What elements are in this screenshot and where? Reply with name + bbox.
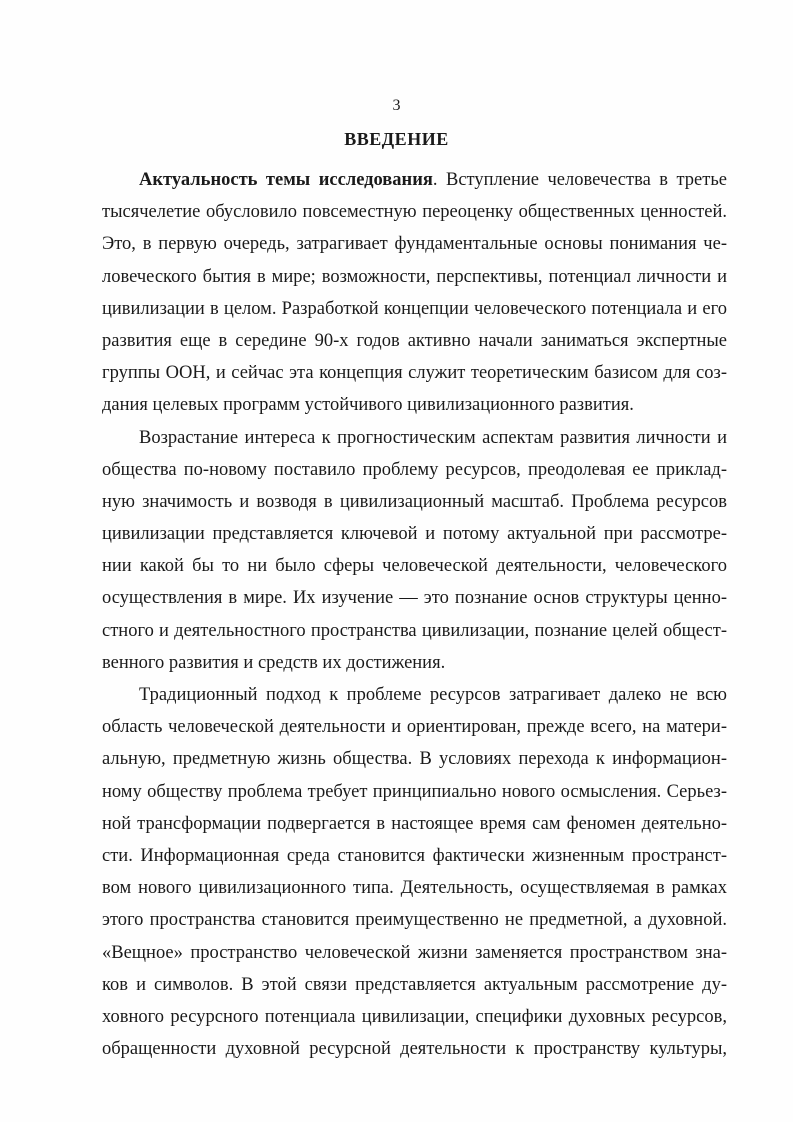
paragraph-3-line: альную, предметную жизнь общества. В условиях перехода к информацион-	[102, 749, 727, 770]
paragraph-3-line: Традиционный подход к проблеме ресурсов затрагивает далеко не всю	[139, 685, 727, 705]
paragraph-3-line: ков и символов. В этой связи представляется актуальным рассмотрение ду-	[102, 974, 727, 995]
paragraph-2-line: нии какой бы то ни было сферы человеческой деятельности, человеческого	[102, 556, 727, 577]
paragraph-1-line: развития еще в середине 90-х годов активно начали заниматься экспертные	[102, 330, 727, 351]
paragraph-2-line: цивилизации представляется ключевой и потому актуальной при рассмотре-	[102, 524, 727, 545]
paragraph-1-line: ловеческого бытия в мире; возможности, перспективы, потенциал личности и	[102, 266, 727, 287]
paragraph-2-line: ную значимость и возводя в цивилизационный масштаб. Проблема ресурсов	[102, 491, 727, 512]
page-number: 3	[392, 97, 401, 114]
paragraph-1-line-1: Актуальность темы исследования. Вступление человечества в третье	[139, 170, 727, 190]
paragraph-3-line: ховного ресурсного потенциала цивилизации, специфики духовных ресурсов,	[102, 1006, 727, 1027]
paragraph-1-line: Это, в первую очередь, затрагивает фундаментальные основы понимания че-	[102, 234, 727, 255]
paragraph-3-line: вом нового цивилизационного типа. Деятельность, осуществляемая в рамках	[102, 878, 727, 899]
paragraph-2-line: осуществления в мире. Их изучение — это познание основ структуры ценно-	[102, 588, 727, 609]
paragraph-3-line: область человеческой деятельности и ориентирован, прежде всего, на матери-	[102, 717, 727, 738]
paragraph-3-line: ному обществу проблема требует принципиально нового осмысления. Серьез-	[102, 781, 727, 802]
paragraph-3-line: ной трансформации подвергается в настоящее время сам феномен деятельно-	[102, 813, 727, 834]
paragraph-1-line: цивилизации в целом. Разработкой концепции человеческого потенциала и его	[102, 298, 727, 319]
paragraph-1-line: группы ООН, и сейчас эта концепция служит теоретическим базисом для соз-	[102, 363, 727, 384]
paragraph-2-line: стного и деятельностного пространства цивилизации, познание целей общест-	[102, 620, 727, 641]
topic-relevance-label: Актуальность темы исследования	[139, 170, 433, 190]
body-text	[102, 164, 727, 1065]
paragraph-2-line: общества по-новому поставило проблему ресурсов, преодолевая ее приклад-	[102, 459, 727, 480]
paragraph-3-line: «Вещное» пространство человеческой жизни заменяется пространством зна-	[102, 942, 727, 963]
paragraph-1-line: тысячелетие обусловило повсеместную переоценку общественных ценностей.	[102, 202, 727, 223]
section-heading: ВВЕДЕНИЕ	[344, 129, 449, 149]
paragraph-2-line: венного развития и средств их достижения.	[102, 652, 446, 673]
paragraph-3-line: сти. Информационная среда становится фактически жизненным пространст-	[102, 845, 727, 866]
paragraph-3-line: этого пространства становится преимущественно не предметной, а духовной.	[102, 910, 727, 931]
paragraph-3-line: обращенности духовной ресурсной деятельности к пространству культуры,	[102, 1039, 727, 1060]
paragraph-2-line: Возрастание интереса к прогностическим аспектам развития личности и	[139, 427, 727, 448]
paragraph-1-line: дания целевых программ устойчивого цивилизационного развития.	[102, 395, 634, 416]
